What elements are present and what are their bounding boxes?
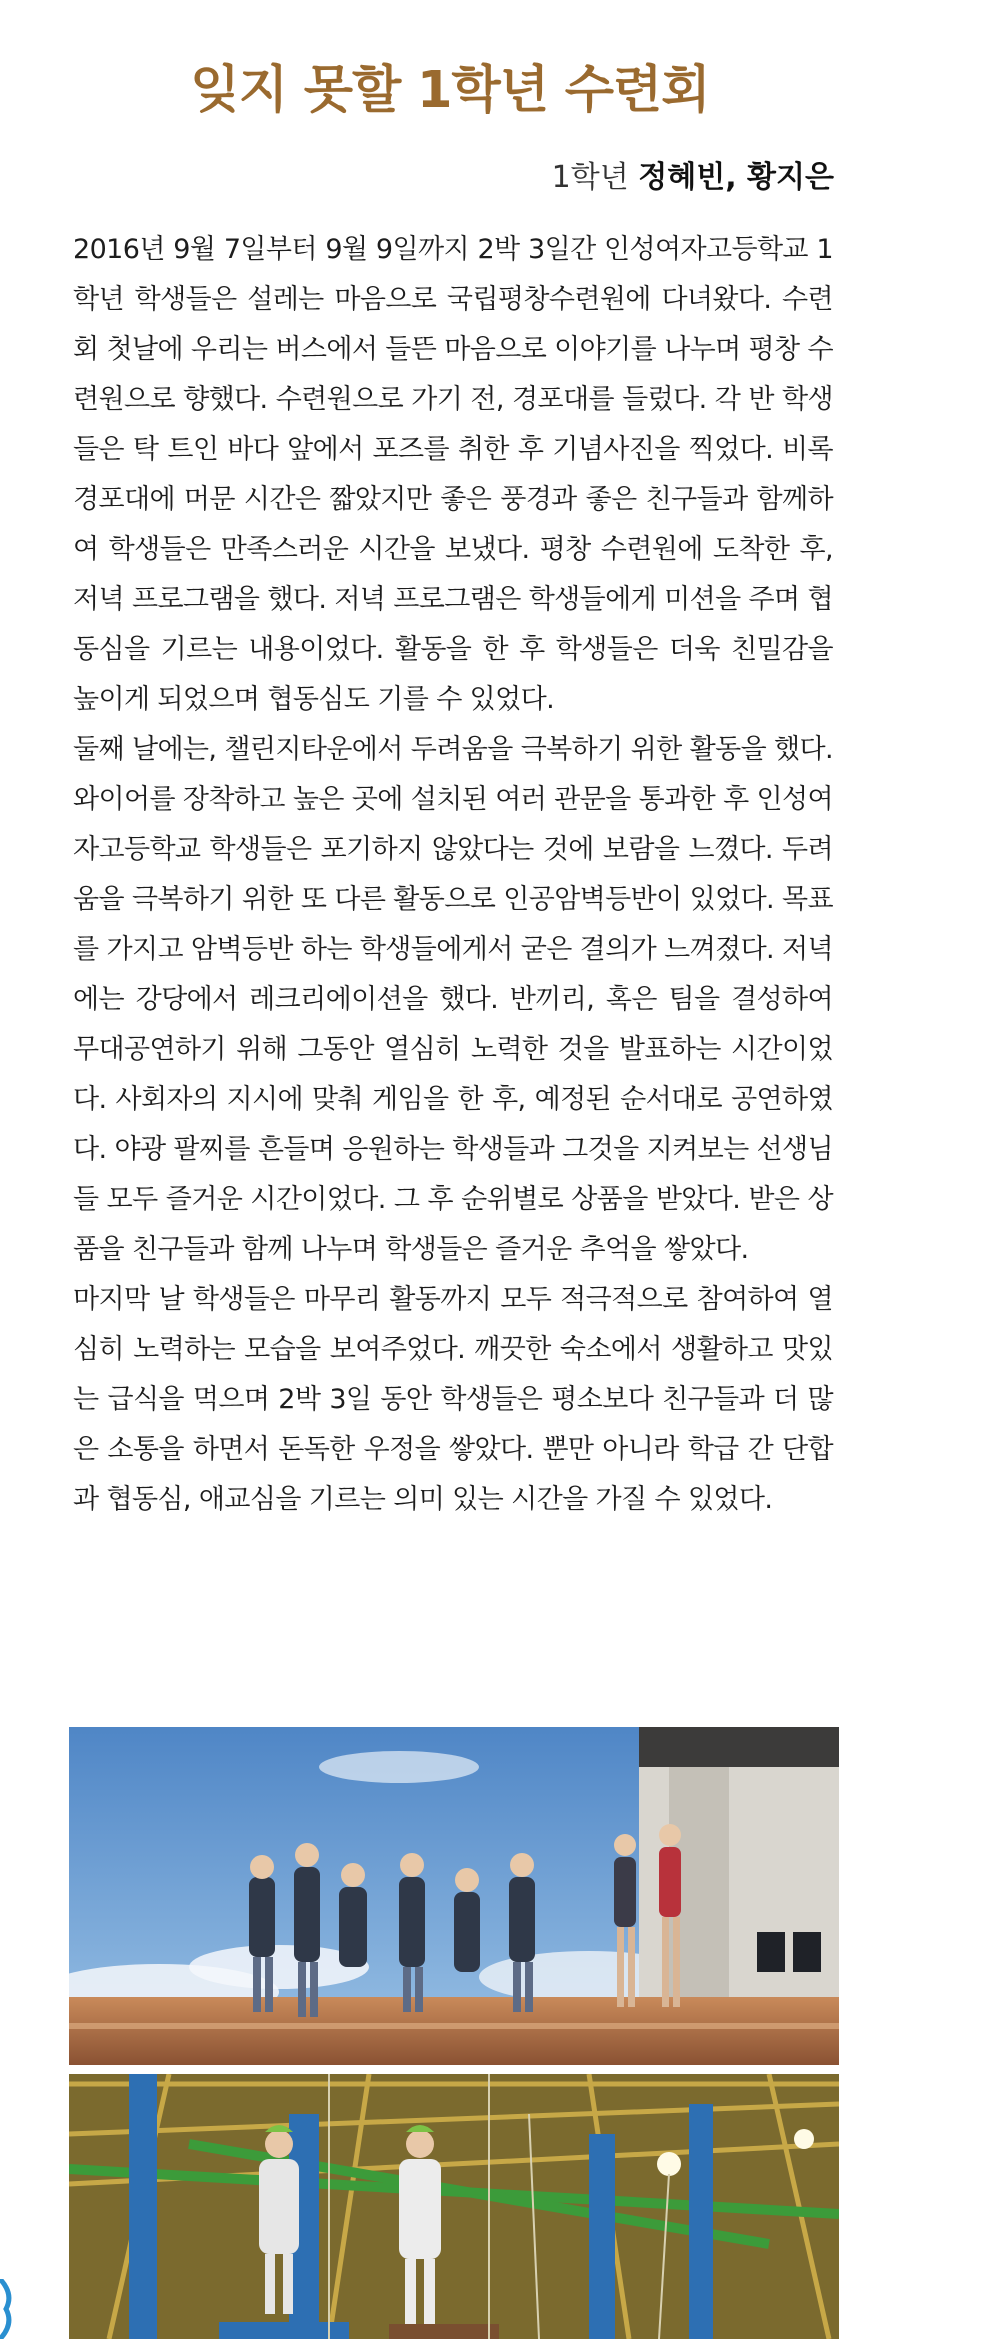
paragraph-1: 2016년 9월 7일부터 9월 9일까지 2박 3일간 인성여자고등학교 1학년 학생들은 설레는 마음으로 국립평창수련원에 다녀왔다. 수련회 첫날에 우리는 버스에서 들뜬 마음으로 이야기를 나누며 평창 수련원으로 향했다. 수련원으로 가기 전, 경포대를 들렀다. 각 반 학생들은 탁 트인 바다 앞에서 포즈를 취한 후 기념사진을 찍었다. 비록 경포대에 머문 시간은 짧았지만 좋은 풍경과 좋은 친구들과 함께하여 학생들은 만족스러운 시간을 보냈다. 평창 수련원에 도착한 후, 저녁 프로그램을 했다. 저녁 프로그램은 학생들에게 미션을 주며 협동심을 기르는 내용이었다. 활동을 한 후 학생들은 더욱 친밀감을 높이게 되었으며 협동심도 기를 수 있었다. <box>73 234 833 715</box>
paragraph-2: 둘째 날에는, 챌린지타운에서 두려움을 극복하기 위한 활동을 했다. 와이어를 장착하고 높은 곳에 설치된 여러 관문을 통과한 후 인성여자고등학교 학생들은 포기하지 않았다는 것에 보람을 느꼈다. 두려움을 극복하기 위한 또 다른 활동으로 인공암벽등반이 있었다. 목표를 가지고 암벽등반 하는 학생들에게서 굳은 결의가 느껴졌다. 저녁에는 강당에서 레크리에이션을 했다. 반끼리, 혹은 팀을 결성하여 무대공연하기 위해 그동안 열심히 노력한 것을 발표하는 시간이었다. 사회자의 지시에 맞춰 게임을 한 후, 예정된 순서대로 공연하였다. 야광 팔찌를 흔들며 응원하는 학생들과 그것을 지켜보는 선생님들 모두 즐거운 시간이었다. 그 후 순위별로 상품을 받았다. 받은 상품을 친구들과 함께 나누며 학생들은 즐거운 추억을 쌓았다. <box>73 734 833 1265</box>
stage-dance-illustration <box>69 1727 839 2065</box>
stage-dance-photo <box>69 1727 839 2065</box>
article-title: 잊지 못할 1학년 수련회 <box>190 61 710 120</box>
page-edge-mark <box>0 2279 14 2339</box>
paragraph-3: 마지막 날 학생들은 마무리 활동까지 모두 적극적으로 참여하여 열심히 노력하는 모습을 보여주었다. 깨끗한 숙소에서 생활하고 맛있는 급식을 먹으며 2박 3일 동안 학생들은 평소보다 친구들과 더 많은 소통을 하면서 돈독한 우정을 쌓았다. 뿐만 아니라 학급 간 단합과 협동심, 애교심을 기르는 의미 있는 시간을 가질 수 있었다. <box>73 1284 833 1515</box>
ropes-course-illustration <box>69 2074 839 2339</box>
byline <box>552 152 834 196</box>
byline-grade: 1학년 <box>551 160 629 195</box>
article-body <box>73 225 833 1525</box>
ropes-course-photo <box>69 2074 839 2339</box>
byline-authors: 정혜빈, 황지은 <box>638 160 834 195</box>
